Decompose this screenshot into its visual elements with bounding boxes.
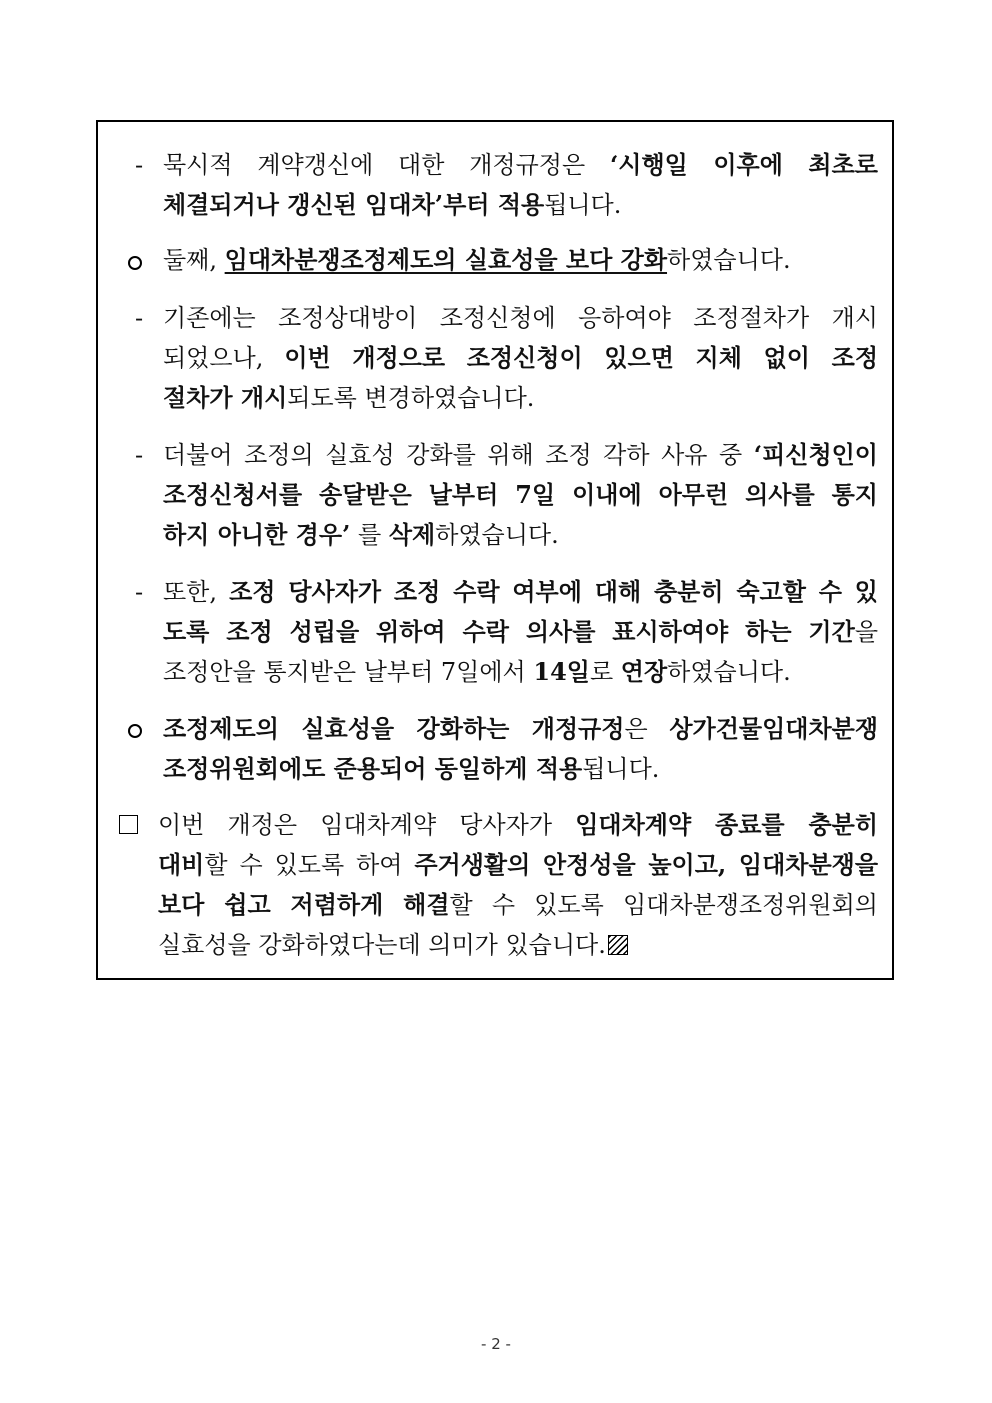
section3-line2: 되었으나, 이번 개정으로 조정신청이 있으면 지체 없이 조정 xyxy=(163,343,878,372)
section4-line2: 조정신청서를 송달받은 날부터 7일 이내에 아무런 의사를 통지 xyxy=(163,480,878,509)
page-number: - 2 - xyxy=(481,1335,511,1353)
circle-bullet-icon xyxy=(128,724,142,738)
section4-line1: 더불어 조정의 실효성 강화를 위해 조정 각하 사유 중 ‘피신청인이 xyxy=(163,440,878,469)
section7-line4: 실효성을 강화하였다는데 의미가 있습니다. xyxy=(158,930,628,960)
dash-bullet: - xyxy=(135,441,144,469)
section5-line3: 조정안을 통지받은 날부터 7일에서 14일로 연장하였습니다. xyxy=(163,657,791,686)
dash-bullet: - xyxy=(135,578,144,606)
section3-line3: 절차가 개시되도록 변경하였습니다. xyxy=(163,383,535,412)
section6-line2: 조정위원회에도 준용되어 동일하게 적용됩니다. xyxy=(163,754,660,783)
dash-bullet: - xyxy=(135,151,144,179)
square-bullet-icon xyxy=(119,815,138,834)
section6-line1: 조정제도의 실효성을 강화하는 개정규정은 상가건물임대차분쟁 xyxy=(163,714,878,743)
section5-line1: 또한, 조정 당사자가 조정 수락 여부에 대해 충분히 숙고할 수 있 xyxy=(163,577,878,606)
section2-line: 둘째, 임대차분쟁조정제도의 실효성을 보다 강화하였습니다. xyxy=(163,245,791,274)
section1-line2: 체결되거나 갱신된 임대차’부터 적용됩니다. xyxy=(163,190,622,219)
section3-line1: 기존에는 조정상대방이 조정신청에 응하여야 조정절차가 개시 xyxy=(163,304,878,332)
section4-line3: 하지 아니한 경우’ 를 삭제하였습니다. xyxy=(163,520,559,549)
section1-line1: 묵시적 계약갱신에 대한 개정규정은 ‘시행일 이후에 최초로 xyxy=(163,150,878,179)
dash-bullet: - xyxy=(135,304,144,332)
section7-line1: 이번 개정은 임대차계약 당사자가 임대차계약 종료를 충분히 xyxy=(158,810,879,839)
section5-line2: 도록 조정 성립을 위하여 수락 의사를 표시하여야 하는 기간을 xyxy=(163,617,878,646)
section7-line3: 보다 쉽고 저렴하게 해결할 수 있도록 임대차분쟁조정위원회의 xyxy=(158,890,878,919)
circle-bullet-icon xyxy=(128,256,142,270)
section7-line2: 대비할 수 있도록 하여 주거생활의 안정성을 높이고, 임대차분쟁을 xyxy=(158,850,878,879)
end-mark-icon xyxy=(608,935,628,955)
